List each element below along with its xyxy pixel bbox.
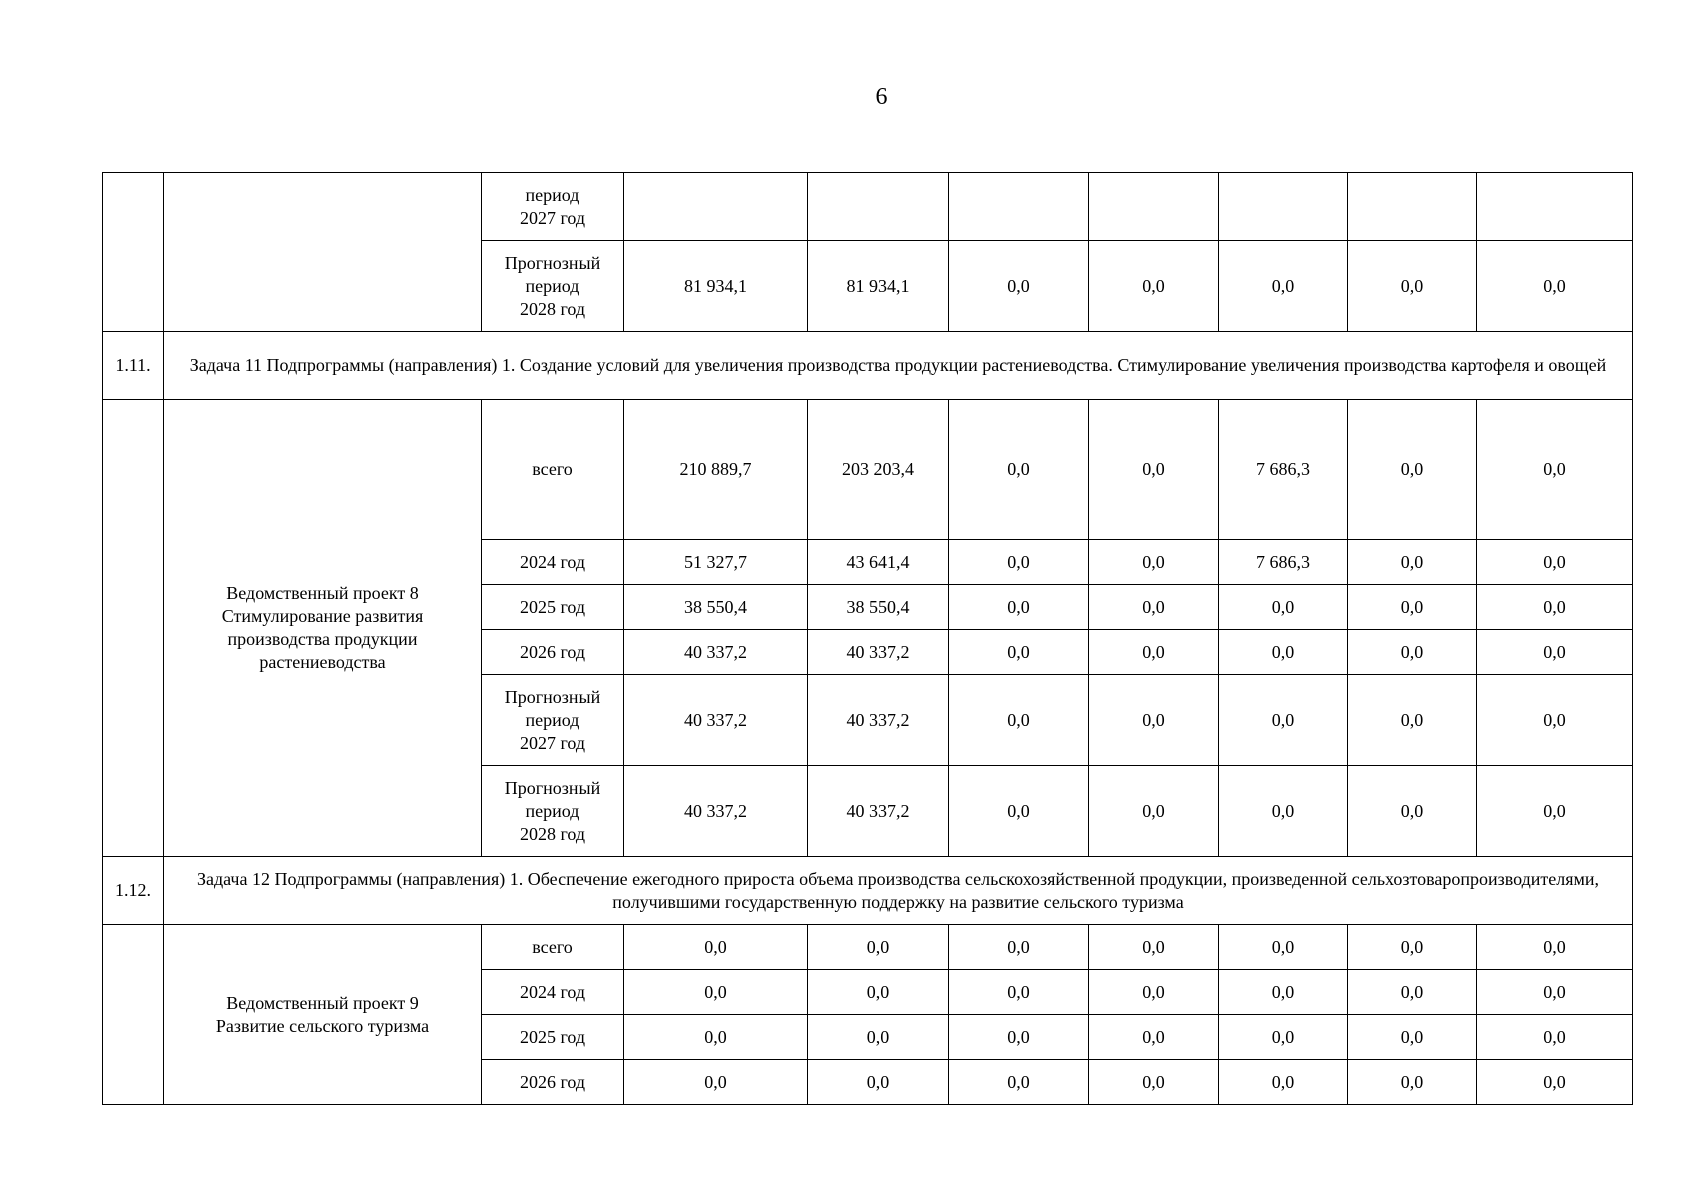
- number-cell: [103, 173, 164, 332]
- value-cell: 0,0: [808, 925, 949, 970]
- value-cell: 0,0: [1477, 540, 1633, 585]
- value-cell: 0,0: [624, 1060, 808, 1105]
- page-number: 6: [875, 84, 888, 110]
- value-cell: [808, 173, 949, 241]
- table-row: [103, 400, 1633, 540]
- task-number: 1.12.: [103, 857, 164, 925]
- value-cell: 0,0: [1477, 241, 1633, 332]
- value-cell: 0,0: [1348, 1015, 1477, 1060]
- value-cell: 0,0: [1477, 925, 1633, 970]
- period-cell: 2025 год: [482, 585, 624, 630]
- value-cell: 0,0: [949, 540, 1089, 585]
- value-cell: 0,0: [949, 1015, 1089, 1060]
- value-cell: [1089, 173, 1219, 241]
- period-cell: всего: [482, 925, 624, 970]
- value-cell: 0,0: [1219, 585, 1348, 630]
- value-cell: 0,0: [1089, 630, 1219, 675]
- period-cell: 2026 год: [482, 1060, 624, 1105]
- value-cell: 0,0: [1219, 925, 1348, 970]
- value-cell: 0,0: [1477, 630, 1633, 675]
- period-cell: Прогнозный период 2027 год: [482, 675, 624, 766]
- value-cell: 203 203,4: [808, 400, 949, 540]
- value-cell: 0,0: [1348, 585, 1477, 630]
- value-cell: 0,0: [1089, 766, 1219, 857]
- value-cell: 40 337,2: [624, 630, 808, 675]
- value-cell: 0,0: [1477, 766, 1633, 857]
- period-cell: всего: [482, 400, 624, 540]
- value-cell: 0,0: [808, 1060, 949, 1105]
- project-name: Ведомственный проект 9 Развитие сельского туризма: [164, 925, 482, 1105]
- value-cell: 0,0: [1477, 1060, 1633, 1105]
- value-cell: 7 686,3: [1219, 540, 1348, 585]
- value-cell: 0,0: [1219, 1015, 1348, 1060]
- value-cell: 0,0: [949, 970, 1089, 1015]
- value-cell: 40 337,2: [624, 675, 808, 766]
- value-cell: 0,0: [1089, 675, 1219, 766]
- number-cell: [103, 925, 164, 1105]
- number-cell: [103, 400, 164, 857]
- value-cell: 0,0: [1348, 766, 1477, 857]
- table-row: [103, 925, 1633, 970]
- period-cell: 2026 год: [482, 630, 624, 675]
- value-cell: 0,0: [949, 675, 1089, 766]
- period-cell: Прогнозный период 2028 год: [482, 766, 624, 857]
- value-cell: 0,0: [624, 1015, 808, 1060]
- budget-table: [102, 172, 1633, 1105]
- value-cell: 0,0: [1348, 970, 1477, 1015]
- value-cell: [1477, 173, 1633, 241]
- value-cell: 40 337,2: [808, 766, 949, 857]
- task-row: [103, 332, 1633, 400]
- value-cell: [1348, 173, 1477, 241]
- value-cell: 0,0: [1348, 540, 1477, 585]
- table-row: [103, 173, 1633, 241]
- value-cell: 40 337,2: [808, 675, 949, 766]
- value-cell: 0,0: [1219, 970, 1348, 1015]
- value-cell: 40 337,2: [624, 766, 808, 857]
- value-cell: 0,0: [949, 241, 1089, 332]
- task-text: Задача 11 Подпрограммы (направления) 1. Создание условий для увеличения производства продукции растениеводства. Стимулирование увеличения производства картофеля и овощей: [164, 332, 1633, 400]
- period-cell: 2024 год: [482, 970, 624, 1015]
- task-number: 1.11.: [103, 332, 164, 400]
- value-cell: 0,0: [624, 970, 808, 1015]
- value-cell: 0,0: [1089, 1060, 1219, 1105]
- value-cell: 0,0: [624, 925, 808, 970]
- value-cell: 51 327,7: [624, 540, 808, 585]
- value-cell: [949, 173, 1089, 241]
- value-cell: 0,0: [1348, 675, 1477, 766]
- value-cell: 0,0: [1089, 925, 1219, 970]
- value-cell: 0,0: [1219, 1060, 1348, 1105]
- value-cell: 0,0: [1089, 1015, 1219, 1060]
- value-cell: 81 934,1: [808, 241, 949, 332]
- value-cell: 0,0: [1219, 675, 1348, 766]
- value-cell: 0,0: [808, 970, 949, 1015]
- value-cell: 0,0: [949, 1060, 1089, 1105]
- value-cell: 210 889,7: [624, 400, 808, 540]
- value-cell: 0,0: [1348, 400, 1477, 540]
- value-cell: 0,0: [1477, 585, 1633, 630]
- value-cell: 0,0: [1477, 970, 1633, 1015]
- value-cell: 0,0: [1477, 400, 1633, 540]
- value-cell: 0,0: [1348, 630, 1477, 675]
- value-cell: 0,0: [1089, 241, 1219, 332]
- value-cell: 0,0: [1089, 400, 1219, 540]
- value-cell: 0,0: [1089, 585, 1219, 630]
- value-cell: 0,0: [1089, 970, 1219, 1015]
- value-cell: 43 641,4: [808, 540, 949, 585]
- value-cell: 40 337,2: [808, 630, 949, 675]
- task-text: Задача 12 Подпрограммы (направления) 1. Обеспечение ежегодного прироста объема производства сельскохозяйственной продукции, произведенной сельхозтоваропроизводителями, получившими государственную поддержку на развитие сельского туризма: [164, 857, 1633, 925]
- task-row: [103, 857, 1633, 925]
- value-cell: 0,0: [1477, 675, 1633, 766]
- value-cell: 38 550,4: [808, 585, 949, 630]
- value-cell: 0,0: [949, 630, 1089, 675]
- value-cell: 0,0: [1348, 241, 1477, 332]
- period-cell: 2024 год: [482, 540, 624, 585]
- value-cell: [1219, 173, 1348, 241]
- name-cell: [164, 173, 482, 332]
- value-cell: 0,0: [1477, 1015, 1633, 1060]
- value-cell: [624, 173, 808, 241]
- value-cell: 0,0: [949, 400, 1089, 540]
- value-cell: 0,0: [949, 585, 1089, 630]
- project-name: Ведомственный проект 8 Стимулирование развития производства продукции растениеводства: [164, 400, 482, 857]
- period-cell: период 2027 год: [482, 173, 624, 241]
- value-cell: 38 550,4: [624, 585, 808, 630]
- value-cell: 0,0: [1348, 925, 1477, 970]
- value-cell: 0,0: [1219, 630, 1348, 675]
- value-cell: 0,0: [1348, 1060, 1477, 1105]
- value-cell: 0,0: [949, 925, 1089, 970]
- period-cell: Прогнозный период 2028 год: [482, 241, 624, 332]
- value-cell: 0,0: [949, 766, 1089, 857]
- value-cell: 0,0: [1219, 766, 1348, 857]
- value-cell: 0,0: [808, 1015, 949, 1060]
- value-cell: 0,0: [1089, 540, 1219, 585]
- value-cell: 7 686,3: [1219, 400, 1348, 540]
- value-cell: 81 934,1: [624, 241, 808, 332]
- value-cell: 0,0: [1219, 241, 1348, 332]
- period-cell: 2025 год: [482, 1015, 624, 1060]
